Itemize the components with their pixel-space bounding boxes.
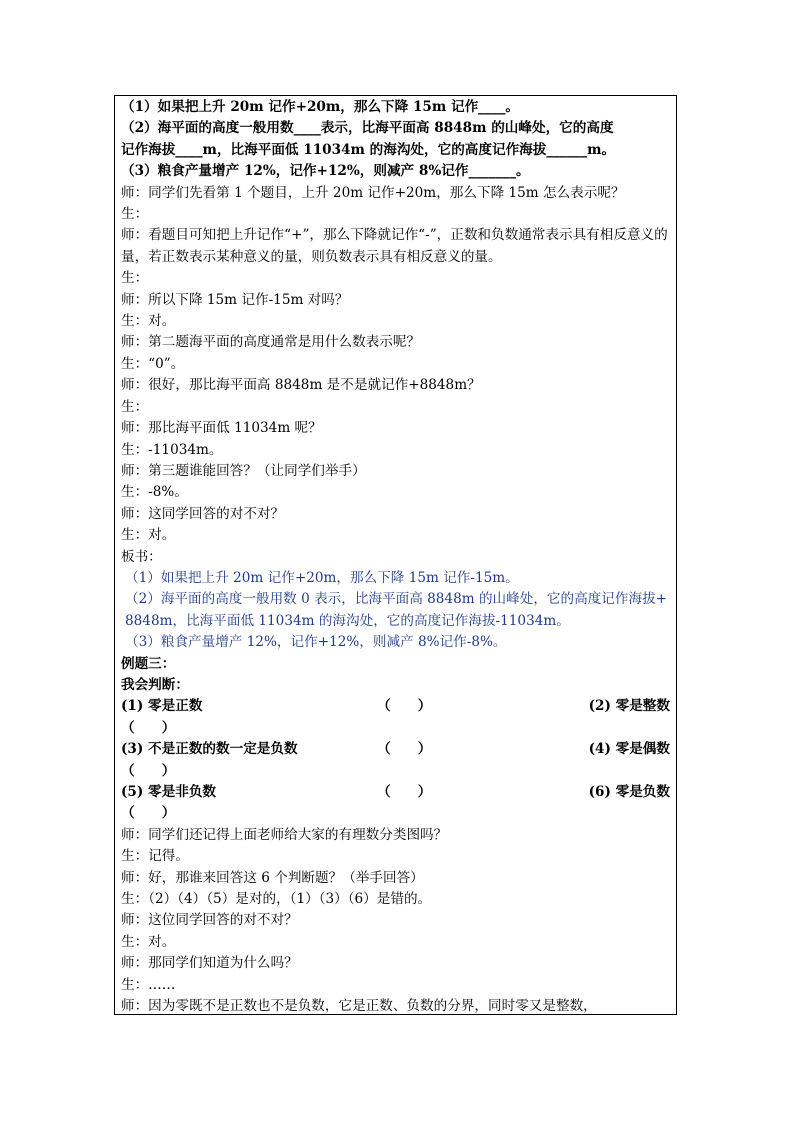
lesson-table-cell xyxy=(114,95,677,1015)
dialogue-line: 生： xyxy=(121,206,149,223)
judge-item: (6) 零是负数 xyxy=(588,784,670,800)
dialogue-line: 生：记得。 xyxy=(121,848,189,865)
judge-item: (2) 零是整数 xyxy=(588,698,670,715)
judge-bracket: （ ） xyxy=(121,719,176,736)
judge-row xyxy=(121,739,670,760)
dialogue-line: 生：对。 xyxy=(121,313,176,330)
dialogue-line: 生：“0”。 xyxy=(121,355,185,372)
dialogue-line: 师：因为零既不是正数也不是负数，它是正数、负数的分界，同时零又是整数， xyxy=(121,998,597,1015)
judge-bracket: （ ） xyxy=(121,762,176,779)
dialogue-line: 师：所以下降 15m 记作-15m 对吗？ xyxy=(121,291,349,308)
board-answer-2: （2）海平面的高度一般用数 0 表示，比海平面高 8848m 的山峰处，它的高度记作海拔+8848m，比海平面低 11034m 的海沟处，它的高度记作海拔-11034m。 xyxy=(125,591,668,629)
dialogue-line: 师：同学们先看第 1 个题目，上升 20m 记作+20m，那么下降 15m 怎么表示呢？ xyxy=(121,184,625,201)
judge-bracket: （ ） xyxy=(377,741,432,758)
exercise-2-line2: 记作海拔____m，比海平面低 11034m 的海沟处，它的高度记作海拔______m。 xyxy=(121,141,616,158)
example-title: 例题三： xyxy=(121,655,176,672)
exercise-1: （1）如果把上升 20m 记作+20m，那么下降 15m 记作____。 xyxy=(121,99,519,115)
exercise-2-line1: （2）海平面的高度一般用数____表示，比海平面高 8848m 的山峰处，它的高度 xyxy=(121,120,614,137)
judge-bracket: （ ） xyxy=(121,805,176,822)
judge-item: (4) 零是偶数 xyxy=(588,741,670,758)
judge-item: (1) 零是正数 xyxy=(121,698,203,715)
board-answer-3: （3）粮食产量增产 12%，记作+12%，则减产 8%记作-8%。 xyxy=(125,634,507,651)
dialogue-line: 生：-8%。 xyxy=(121,484,188,501)
judge-item: (3) 不是正数的数一定是负数 xyxy=(121,741,298,758)
dialogue-line: 生： xyxy=(121,398,149,415)
exercise-3: （3）粮食产量增产 12%，记作+12%，则减产 8%记作_______。 xyxy=(121,163,530,180)
dialogue-line: 师：这同学回答的对不对？ xyxy=(121,505,285,522)
judge-bracket: （ ） xyxy=(377,784,432,800)
dialogue-line: 生：（2）（4）（5）是对的，（1）（3）（6）是错的。 xyxy=(121,891,432,908)
dialogue-line: 生：对。 xyxy=(121,527,176,544)
dialogue-line: 师：看题目可知把上升记作“+”，那么下降就记作“-”，正数和负数通常表示具有相反意义的量，若正数表示某种意义的量，则负数表示具有相反意义的量。 xyxy=(121,227,668,265)
dialogue-line: 师：这位同学回答的对不对？ xyxy=(121,912,298,929)
dialogue-line: 师：很好，那比海平面高 8848m 是不是就记作+8848m？ xyxy=(121,377,481,394)
dialogue-line: 生：对。 xyxy=(121,933,176,950)
dialogue-line: 生：…… xyxy=(121,976,176,993)
example-subtitle: 我会判断： xyxy=(121,676,189,693)
dialogue-line: 师：同学们还记得上面老师给大家的有理数分类图吗？ xyxy=(121,826,448,843)
board-label: 板书： xyxy=(121,548,162,565)
judge-row xyxy=(121,782,670,803)
dialogue-line: 生： xyxy=(121,270,149,287)
dialogue-line: 师：那同学们知道为什么吗？ xyxy=(121,955,298,972)
judge-bracket: （ ） xyxy=(377,698,432,715)
dialogue-line: 师：好，那谁来回答这 6 个判断题？（举手回答） xyxy=(121,869,424,886)
board-answer-1: （1）如果把上升 20m 记作+20m，那么下降 15m 记作-15m。 xyxy=(125,569,519,586)
dialogue-line: 师：那比海平面低 11034m 呢？ xyxy=(121,420,322,437)
dialogue-line: 生：-11034m。 xyxy=(121,441,223,458)
judge-item: (5) 零是非负数 xyxy=(121,784,217,800)
judge-row xyxy=(121,696,670,717)
dialogue-line: 师：第二题海平面的高度通常是用什么数表示呢？ xyxy=(121,334,421,351)
dialogue-line: 师：第三题谁能回答？（让同学们举手） xyxy=(121,462,366,479)
